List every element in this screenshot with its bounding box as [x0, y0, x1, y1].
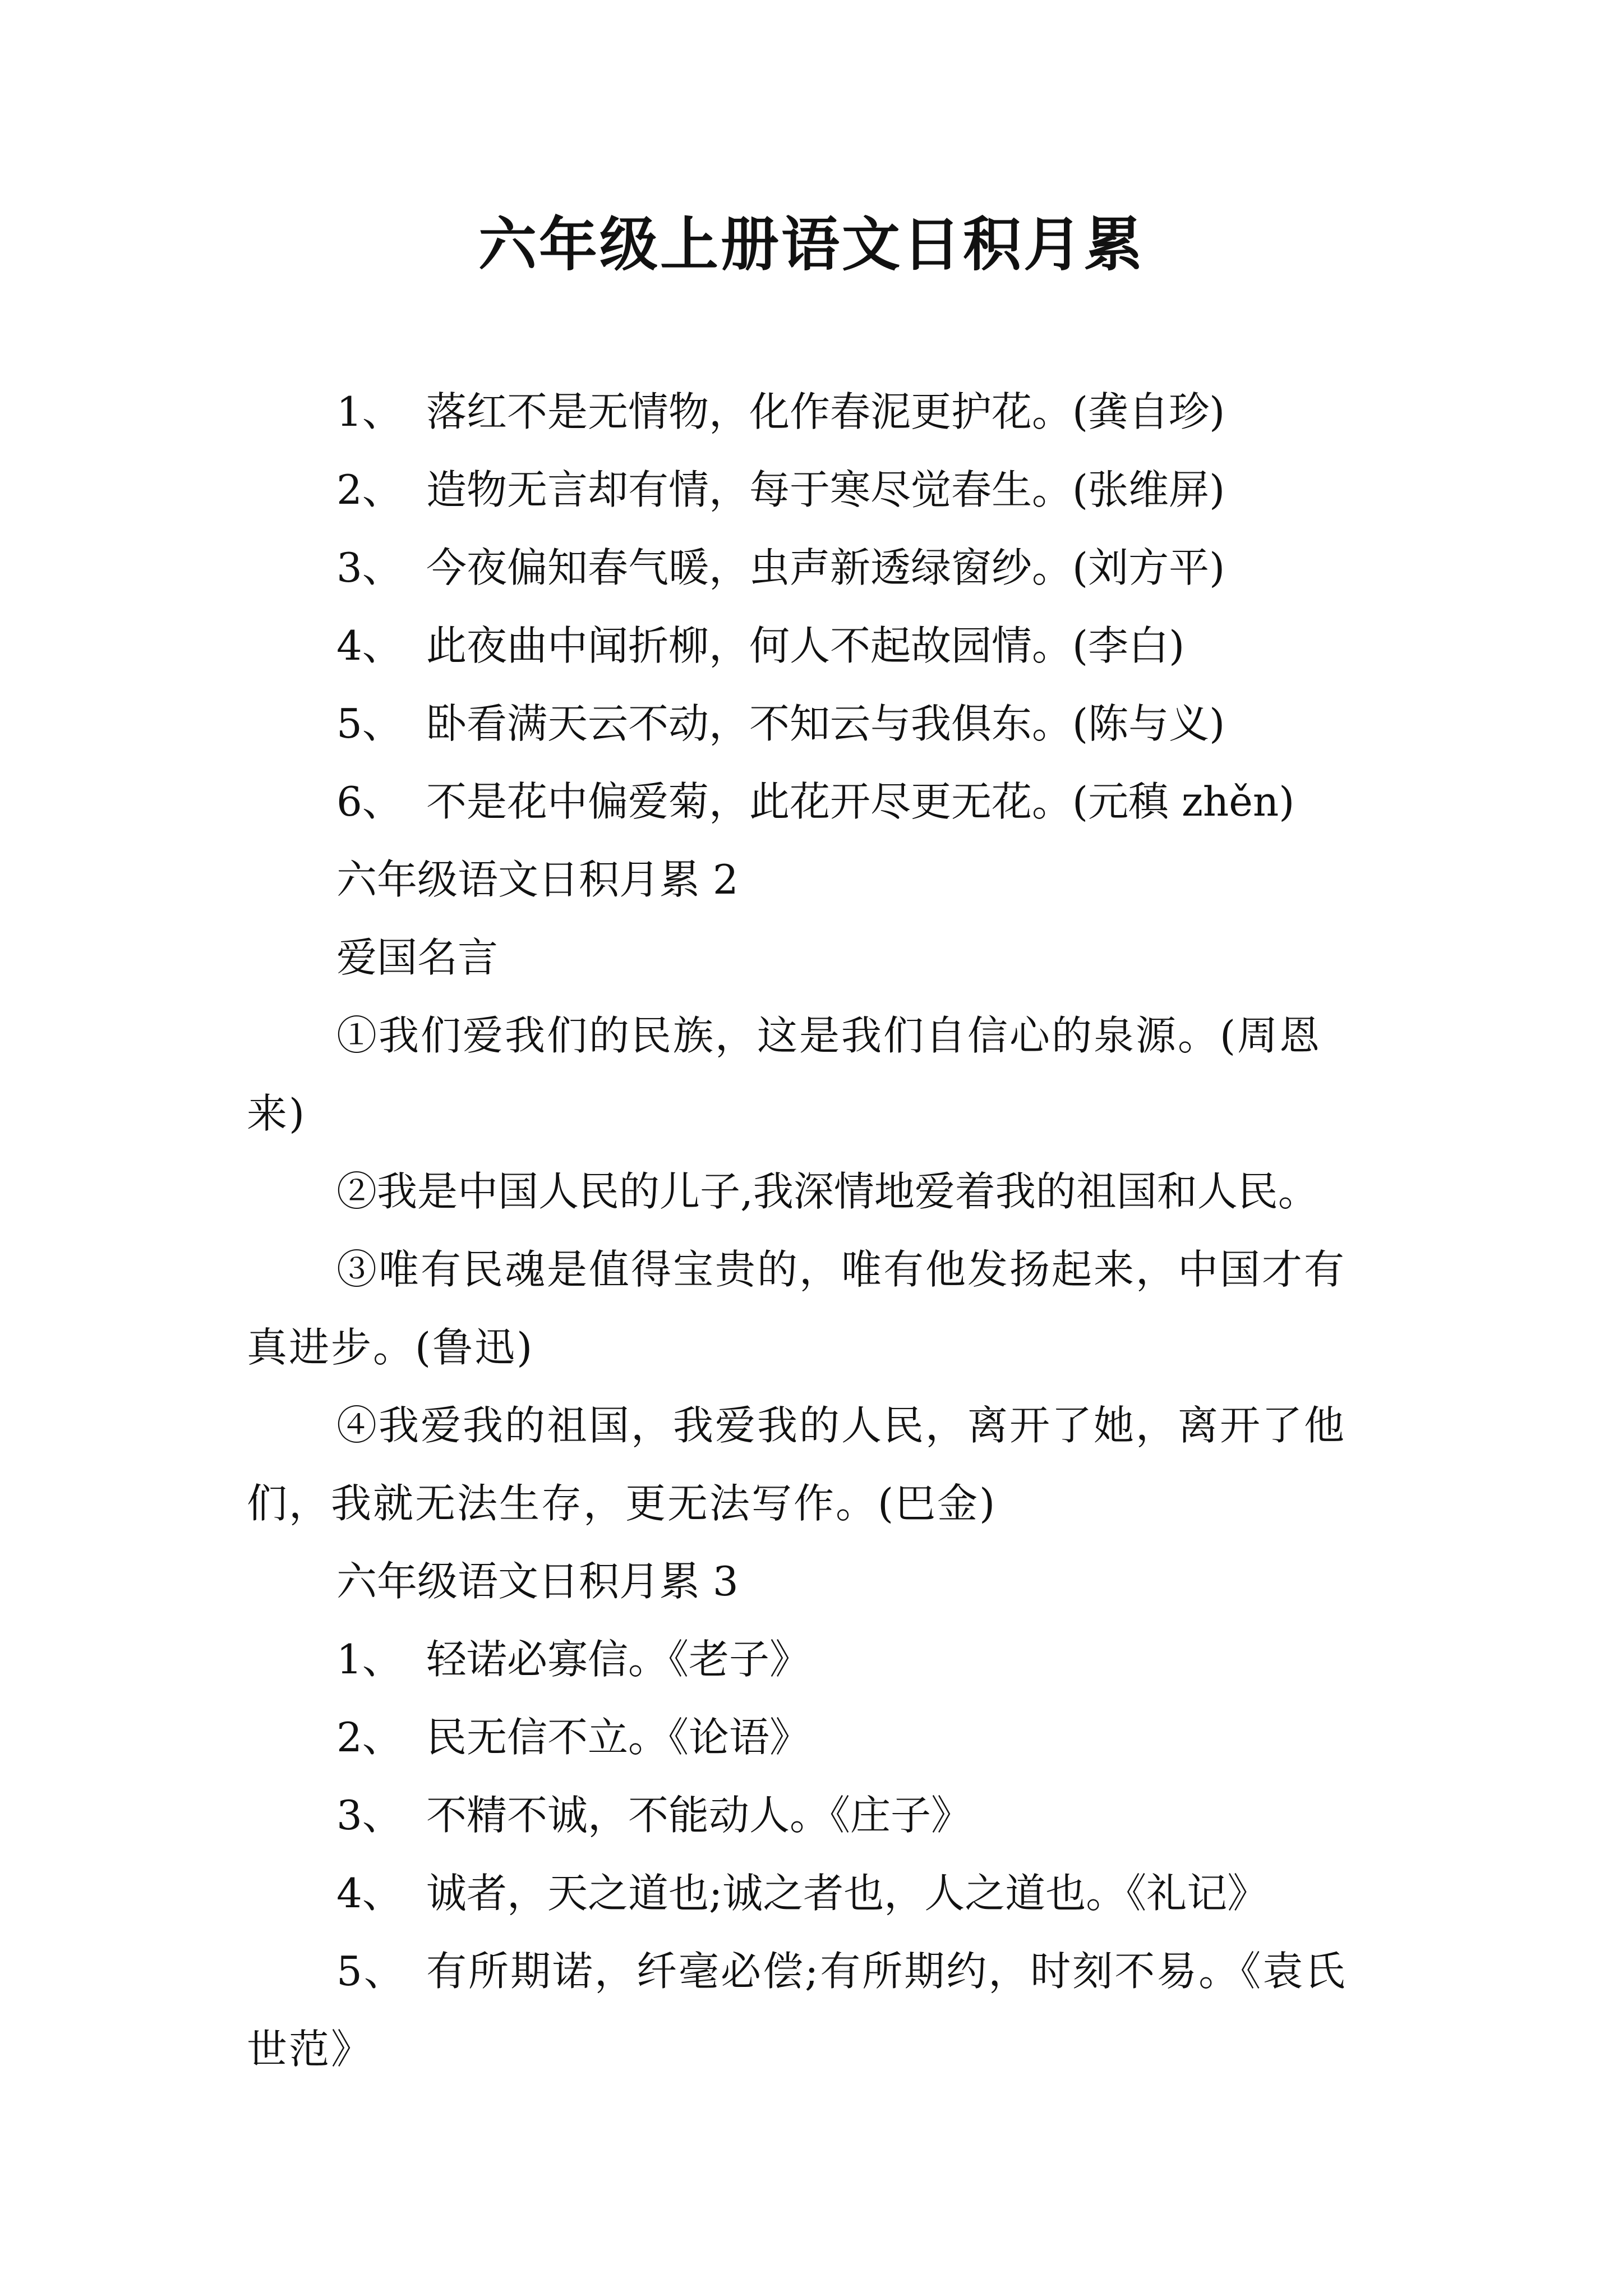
section-heading: 六年级语文日积月累 2 — [336, 856, 739, 903]
item-number: 1、 — [336, 1636, 403, 1683]
item-number: 6、 — [336, 778, 403, 825]
quote-paragraph: ④我爱我的祖国，我爱我的人民，离开了她，离开了他们，我就无法生存，更无法写作。(巴金) — [247, 1402, 1347, 1527]
quote-paragraph: ①我们爱我们的民族，这是我们自信心的泉源。(周恩来) — [247, 1012, 1322, 1137]
item-number: 5、 — [336, 1948, 406, 1995]
item-number: 3、 — [336, 1792, 403, 1839]
item-text: 造物无言却有情，每于寒尽觉春生。(张维屏) — [426, 466, 1225, 513]
item-number: 2、 — [336, 466, 403, 513]
item-text: 民无信不立。《论语》 — [426, 1714, 810, 1761]
item-number: 3、 — [336, 544, 403, 591]
item-number: 2、 — [336, 1714, 403, 1761]
document-body — [247, 373, 1380, 2088]
list-item — [247, 373, 1380, 451]
list-item — [247, 451, 1380, 529]
section-subheading: 爱国名言 — [336, 934, 499, 981]
item-number: 5、 — [336, 700, 403, 747]
list-item — [247, 685, 1380, 763]
item-number: 4、 — [336, 622, 403, 669]
list-item — [247, 1699, 1380, 1777]
item-text: 落红不是无情物，化作春泥更护花。(龚自珍) — [426, 388, 1225, 435]
item-text: 此夜曲中闻折柳，何人不起故园情。(李白) — [426, 622, 1185, 669]
item-number: 4、 — [336, 1870, 403, 1917]
list-item — [247, 529, 1380, 607]
list-item — [247, 1932, 1380, 2088]
list-item — [247, 1855, 1380, 1932]
quote-paragraph: ②我是中国人民的儿子,我深情地爱着我的祖国和人民。 — [336, 1168, 1318, 1215]
list-item — [247, 1621, 1380, 1699]
section-heading: 六年级语文日积月累 3 — [336, 1558, 739, 1605]
item-text: 轻诺必寡信。《老子》 — [426, 1636, 810, 1683]
list-item — [247, 1777, 1380, 1855]
item-text: 不精不诚，不能动人。《庄子》 — [426, 1792, 972, 1839]
item-text: 今夜偏知春气暖，虫声新透绿窗纱。(刘方平) — [426, 544, 1225, 591]
quote-paragraph: ③唯有民魂是值得宝贵的，唯有他发扬起来，中国才有真进步。(鲁迅) — [247, 1246, 1347, 1371]
item-text: 有所期诺，纤毫必偿;有所期约，时刻不易。《袁氏世范》 — [247, 1948, 1347, 2073]
page-title: 六年级上册语文日积月累 — [478, 210, 1145, 279]
item-text: 不是花中偏爱菊，此花开尽更无花。(元稹 zhěn) — [426, 778, 1295, 825]
list-item — [247, 763, 1380, 841]
list-item — [247, 607, 1380, 685]
item-text: 卧看满天云不动，不知云与我俱东。(陈与义) — [426, 700, 1225, 747]
item-number: 1、 — [336, 388, 403, 435]
item-text: 诚者，天之道也;诚之者也，人之道也。《礼记》 — [426, 1870, 1268, 1917]
